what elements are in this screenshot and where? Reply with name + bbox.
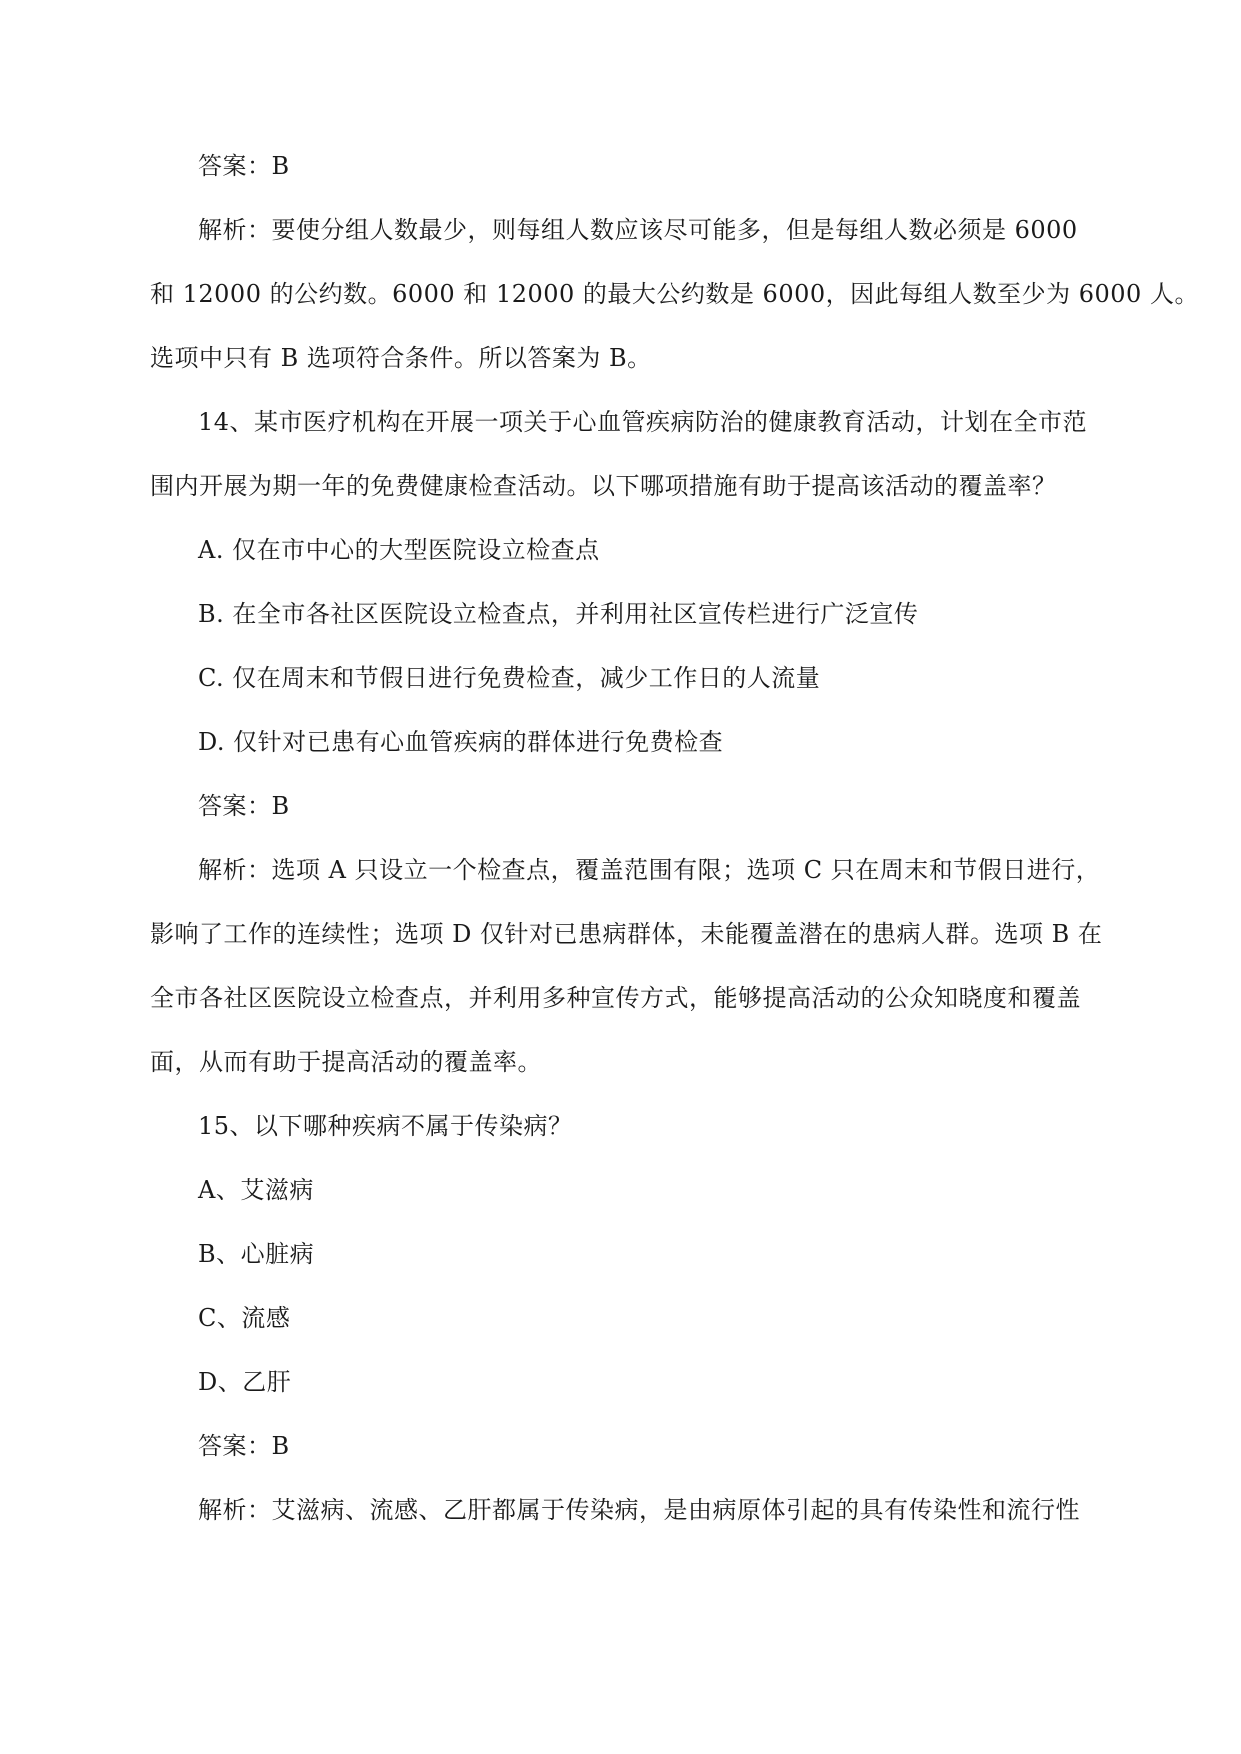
answer-13: 答案：B [198, 152, 290, 180]
option-15-a: A、艾滋病 [198, 1176, 314, 1204]
option-15-d: D、乙肝 [198, 1368, 292, 1396]
answer-14: 答案：B [198, 792, 290, 820]
question-14-line-2: 围内开展为期一年的免费健康检查活动。以下哪项措施有助于提高该活动的覆盖率？ [150, 472, 1057, 500]
option-15-c: C、流感 [198, 1304, 291, 1332]
analysis-14-line-3: 全市各社区医院设立检查点，并利用多种宣传方式，能够提高活动的公众知晓度和覆盖 [150, 984, 1081, 1012]
analysis-14-line-1: 解析：选项 A 只设立一个检查点，覆盖范围有限；选项 C 只在周末和节假日进行， [198, 856, 1101, 884]
analysis-13-line-3: 选项中只有 B 选项符合条件。所以答案为 B。 [150, 344, 652, 372]
option-15-b: B、心脏病 [198, 1240, 315, 1268]
analysis-13-line-2: 和 12000 的公约数。6000 和 12000 的最大公约数是 6000，因此每组人数至少为 6000 人。 [150, 280, 1199, 308]
analysis-15-line-1: 解析：艾滋病、流感、乙肝都属于传染病，是由病原体引起的具有传染性和流行性 [198, 1496, 1080, 1524]
option-14-d: D. 仅针对已患有心血管疾病的群体进行免费检查 [198, 728, 724, 756]
option-14-c: C. 仅在周末和节假日进行免费检查，减少工作日的人流量 [198, 664, 821, 692]
analysis-13-line-1: 解析：要使分组人数最少，则每组人数应该尽可能多，但是每组人数必须是 6000 [198, 216, 1078, 244]
question-14-line-1: 14、某市医疗机构在开展一项关于心血管疾病防治的健康教育活动，计划在全市范 [198, 408, 1088, 436]
analysis-14-line-4: 面，从而有助于提高活动的覆盖率。 [150, 1048, 542, 1076]
answer-15: 答案：B [198, 1432, 290, 1460]
question-15: 15、以下哪种疾病不属于传染病？ [198, 1112, 573, 1140]
option-14-a: A. 仅在市中心的大型医院设立检查点 [198, 536, 600, 564]
analysis-14-line-2: 影响了工作的连续性；选项 D 仅针对已患病群体，未能覆盖潜在的患病人群。选项 B 在 [150, 920, 1103, 948]
option-14-b: B. 在全市各社区医院设立检查点，并利用社区宣传栏进行广泛宣传 [198, 600, 919, 628]
